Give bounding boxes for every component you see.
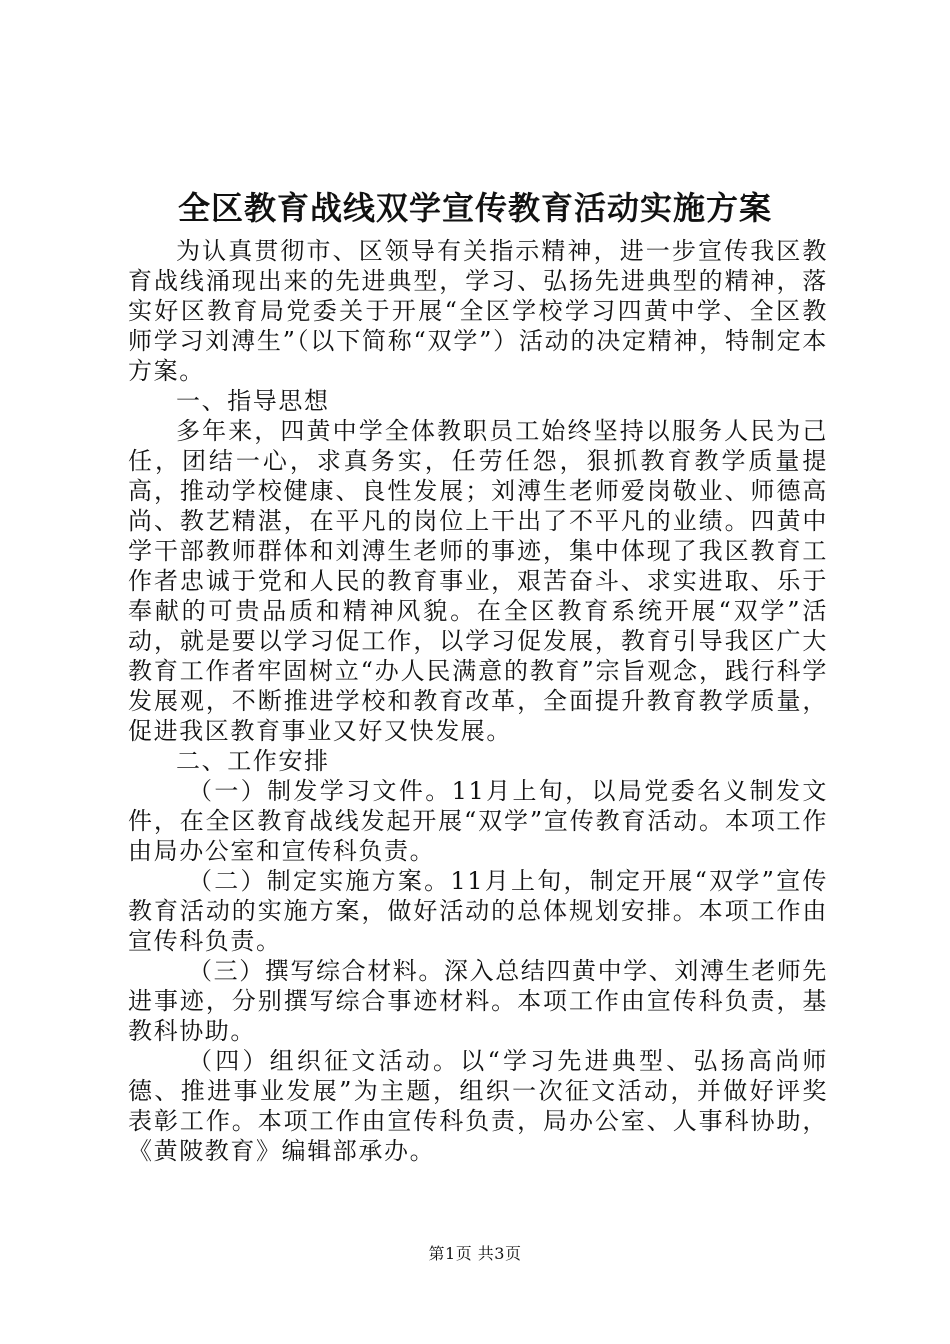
document-body [128,236,828,1166]
work-item-3: （三）撰写综合材料。深入总结四黄中学、刘溥生老师先进事迹，分别撰写综合事迹材料。本项工作由宣传科负责，基教科协助。 [128,957,828,1045]
work-item-1: （一）制发学习文件。11月上旬，以局党委名义制发文件，在全区教育战线发起开展“双学”宣传教育活动。本项工作由局办公室和宣传科负责。 [128,777,828,865]
page-number-footer: 第1页 共3页 [428,1244,522,1263]
section-heading-work-arrangement: 二、工作安排 [176,747,330,775]
work-item-4: （四）组织征文活动。以“学习先进典型、弘扬高尚师德、推进事业发展”为主题，组织一次征文活动，并做好评奖表彰工作。本项工作由宣传科负责，局办公室、人事科协助，《黄陂教育》编辑部承办。 [128,1047,828,1165]
work-item-2: （二）制定实施方案。11月上旬，制定开展“双学”宣传教育活动的实施方案，做好活动的总体规划安排。本项工作由宣传科负责。 [128,867,828,955]
guiding-ideology-paragraph: 多年来，四黄中学全体教职员工始终坚持以服务人民为己任，团结一心，求真务实，任劳任怨，狠抓教育教学质量提高，推动学校健康、良性发展；刘溥生老师爱岗敬业、师德高尚、教艺精湛，在平凡的岗位上干出了不平凡的业绩。四黄中学干部教师群体和刘溥生老师的事迹，集中体现了我区教育工作者忠诚于党和人民的教育事业，艰苦奋斗、求实进取、乐于奉献的可贵品质和精神风貌。在全区教育系统开展“双学”活动，就是要以学习促工作，以学习促发展，教育引导我区广大教育工作者牢固树立“办人民满意的教育”宗旨观念，践行科学发展观，不断推进学校和教育改革，全面提升教育教学质量，促进我区教育事业又好又快发展。 [128,417,828,745]
section-heading-guiding-ideology: 一、指导思想 [176,387,330,415]
intro-paragraph: 为认真贯彻市、区领导有关指示精神，进一步宣传我区教育战线涌现出来的先进典型，学习、弘扬先进典型的精神，落实好区教育局党委关于开展“全区学校学习四黄中学、全区教师学习刘溥生”（以下简称“双学”）活动的决定精神，特制定本方案。 [128,237,828,385]
document-title: 全区教育战线双学宣传教育活动实施方案 [177,189,772,227]
